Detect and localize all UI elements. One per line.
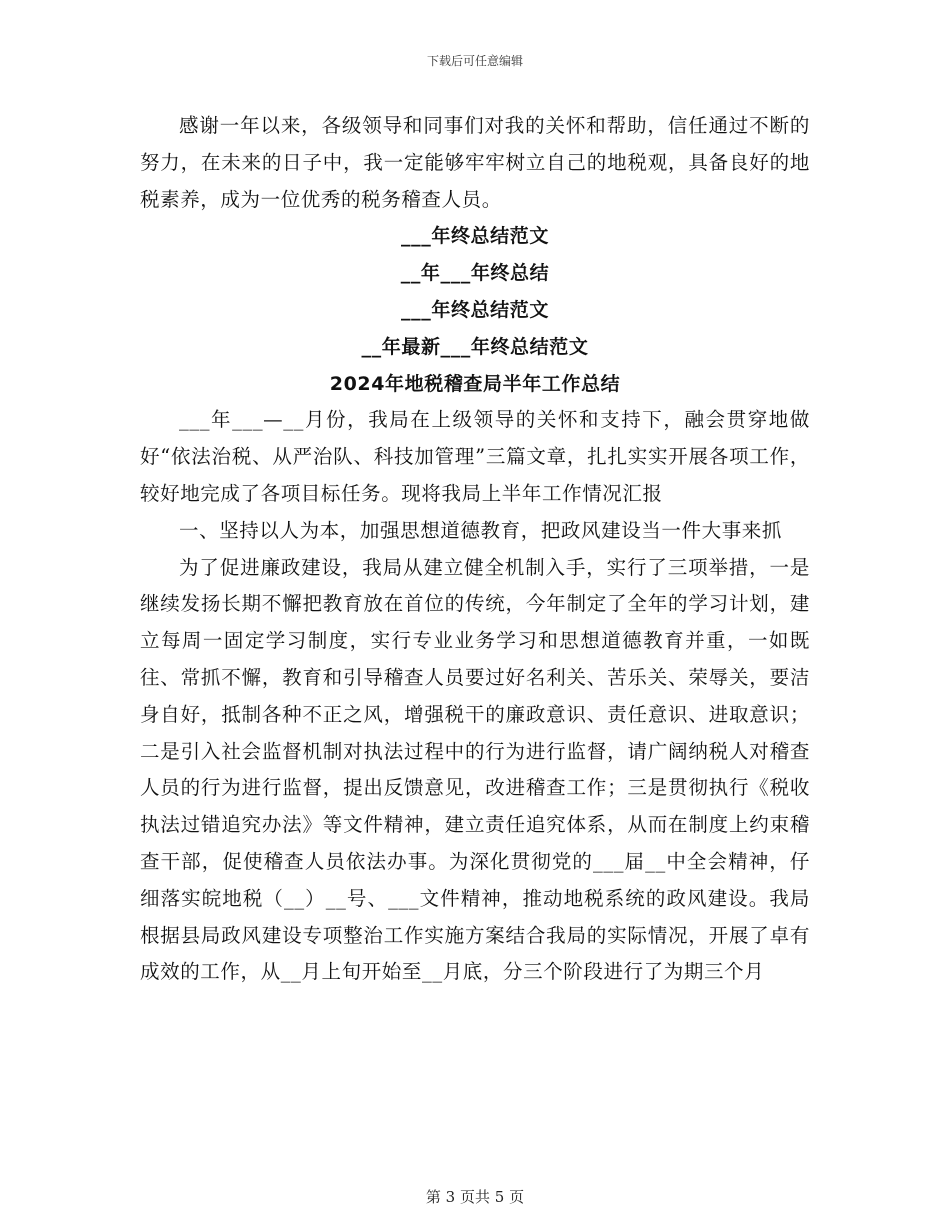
closing-paragraph: 感谢一年以来，各级领导和同事们对我的关怀和帮助，信任通过不断的努力，在未来的日子中，我一定能够牢牢树立自己的地税观，具备良好的地税素养，成为一位优秀的税务稽查人员。 — [140, 114, 810, 211]
section-title: ___年终总结范文 — [401, 225, 549, 248]
body-paragraph: 为了促进廉政建设，我局从建立健全机制入手，实行了三项举措，一是继续发扬长期不懈把教育放在首位的传统，今年制定了全年的学习计划，建立每周一固定学习制度，实行专业业务学习和思想道德教育并重，一如既往、常抓不懈，教育和引导稽查人员要过好名利关、苦乐关、荣辱关，要洁身自好，抵制各种不正之风，增强税干的廉政意识、责任意识、进取意识；二是引入社会监督机制对执法过程中的行为进行监督，请广阔纳税人对稽查人员的行为进行监督，提出反馈意见，改进稽查工作；三是贯彻执行《税收执法过错追究办法》等文件精神，建立责任追究体系，从而在制度上约束稽查干部，促使稽查人员依法办事。为深化贯彻党的___届__中全会精神，仔细落实皖地税（__）__号、___文件精神，推动地税系统的政风建设。我局根据县局政风建设专项整治工作实施方案结合我局的实际情况，开展了卓有成效的工作，从__月上旬开始至__月底，分三个阶段进行了为期三个月 — [140, 555, 810, 984]
section-heading-paragraph: 一、坚持以人为本，加强思想道德教育，把政风建设当一件大事来抓 — [179, 518, 783, 542]
intro-paragraph: ___年___—__月份，我局在上级领导的关怀和支持下，融会贯穿地做好“依法治税、从严治队、科技加管理”三篇文章，扎扎实实开展各项工作，较好地完成了各项目标任务。现将我局上半年工作情况汇报 — [140, 408, 810, 505]
document-body — [140, 108, 810, 991]
section-title: __年最新___年终总结范文 — [361, 335, 589, 358]
section-title: ___年终总结范文 — [401, 298, 549, 321]
section-title: __年___年终总结 — [400, 262, 550, 285]
report-title: 2024年地税稽查局半年工作总结 — [329, 372, 621, 395]
page-header: 下载后可任意编辑 — [426, 54, 523, 68]
page-footer: 第 3 页共 5 页 — [425, 1188, 525, 1206]
